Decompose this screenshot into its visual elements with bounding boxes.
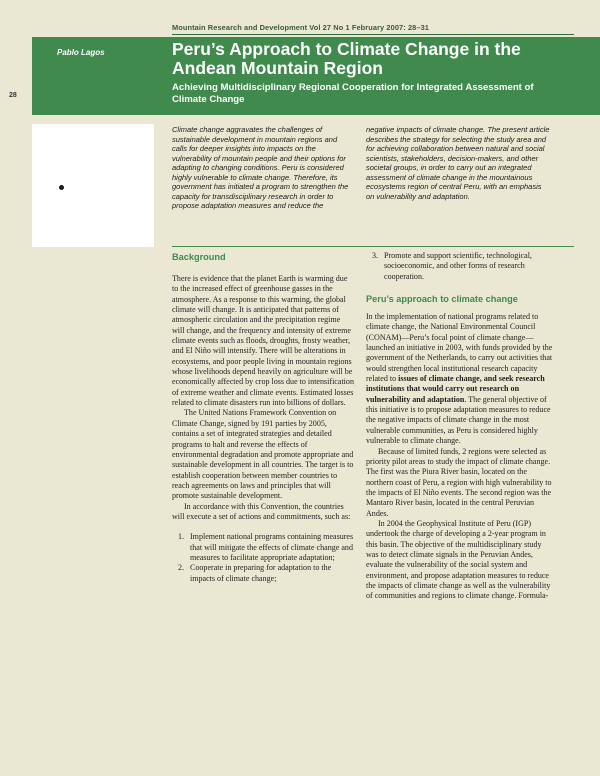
commitments-list xyxy=(172,532,354,584)
page-number: 28 xyxy=(9,92,17,99)
peru-approach-heading: Peru’s approach to climate change xyxy=(366,294,518,305)
peru-paragraph-1 xyxy=(366,312,556,446)
abstract-right xyxy=(366,125,550,201)
abstract-text-left: Climate change aggravates the challenges of sustainable development in mountain regions and calls for deeper insights into impacts on the vulnerability of mountain people and their options for adapting to changing conditions. Peru is considered highly vulnerable to climate change. Therefore, its government has initiated a program to strengthen the capacity for transdisciplinary research in order to propose adaptation measures and reduce the xyxy=(172,125,349,211)
list-item-text: Cooperate in preparing for adaptation to the impacts of climate change; xyxy=(190,563,332,583)
author-photo xyxy=(32,124,154,247)
list-item-text: Implement national programs containing measures that will mitigate the effects of climate change and measures to facilitate appropriate adaptation; xyxy=(190,532,354,562)
abstract-text-right: negative impacts of climate change. The present article describes the strategy for selecting the study area and for achieving collaboration between natural and social scientists, stakeholders, decision-makers, and other societal groups, in order to carry out an integrated assessment of climate change in the mountainous ecosystems region of central Peru, with an emphasis on vulnerability and adaptation. xyxy=(366,125,550,201)
background-paragraph-2: The United Nations Framework Convention on Climate Change, signed by 191 parties by 2005, contains a set of integrated strategies and detailed programs to halt and reverse the effects of environmental degradation and promote appropriate and sustainable development in all countries. The target is to establish cooperation between member countries to reach agreements on laws and principles that will promote sustainable development. xyxy=(172,408,354,501)
peru-p1-text-end: . The general objective of this initiative is to propose adaptation measures to reduce the negative impacts of climate change in the most vulnerable communities, as Peru is considered highly vulnerable to climate change. xyxy=(366,394,551,446)
peru-paragraph-2: Because of limited funds, 2 regions were selected as priority pilot areas to study the impact of climate change. The first was the Piura River basin, located on the northern coast of Peru, a region with high vulnerability to the impacts of El Niño events. The second region was the Mantaro River basin, located in the central Peruvian Andes. xyxy=(366,446,552,518)
list-item-number: 2. xyxy=(178,563,185,573)
journal-header: Mountain Research and Development Vol 27 No 1 February 2007: 28–31 xyxy=(172,23,430,32)
header-rule xyxy=(172,34,574,35)
list-item xyxy=(172,532,354,563)
peru-p1-bold-1: issues of climate change, xyxy=(398,374,482,384)
peru-p1-text: In the implementation of national programs related to climate change, the National Environmental Council (CONAM)—Peru’s focal point of climate change—launched an initiative in 2003, with funds provided by the government of the Netherlands, to carry out activities that would strengthen local institutional research capacity related to xyxy=(366,312,553,384)
list-item-number: 3. xyxy=(372,251,379,260)
background-paragraph-1: There is evidence that the planet Earth is warming due to the increased effect of greenhouse gasses in the atmosphere. As a response to this warming, the global climate will change. It is anticipated that patterns of atmospheric circulation and the precipitation regime will change, and the frequency and intensity of extreme climate events such as floods, droughts, frosty weather, and El Niño will intensify. There will be alterations in ecosystems, and poor people living in mountain regions whose livelihoods depend heavily on agriculture will be economically affected by crop loss due to intensification of extreme weather and climate events. Estimated losses related to climate disasters run into billions of dollars. xyxy=(172,274,354,408)
list-item-number: 1. xyxy=(178,532,185,542)
article-subtitle: Achieving Multidisciplinary Regional Cooperation for Integrated Assessment of Climate Change xyxy=(172,82,534,105)
author-name: Pablo Lagos xyxy=(57,48,105,57)
photo-dot xyxy=(59,185,64,190)
commitments-list-continued xyxy=(366,251,556,282)
abstract-left xyxy=(172,125,352,211)
background-paragraph-3: In accordance with this Convention, the countries will execute a set of actions and commitments, such as: xyxy=(172,501,351,521)
article-title: Peru’s Approach to Climate Change in the Andean Mountain Region xyxy=(172,39,521,78)
list-item-text: Promote and support scientific, technological, socioeconomic, and other forms of research cooperation. xyxy=(384,251,532,281)
peru-paragraph-3: In 2004 the Geophysical Institute of Peru (IGP) undertook the charge of developing a 2-year program in this basin. The objective of the multidisciplinary study was to detect climate signals in the Peruvian Andes, evaluate the vulnerability of the social system and environment, and propose adaptation measures to reduce the impacts of climate change as well as the vulnerability of communities and regions to climate change. Formula- xyxy=(366,518,551,601)
list-item xyxy=(366,251,556,282)
list-item xyxy=(172,563,354,584)
body-column-right xyxy=(366,251,556,602)
background-heading: Background xyxy=(172,252,226,262)
body-column-left xyxy=(172,251,354,584)
peru-p1-bold-2: and seek research institutions that would carry out research on vulnerability and adaptation xyxy=(366,374,545,404)
section-rule xyxy=(172,246,574,247)
